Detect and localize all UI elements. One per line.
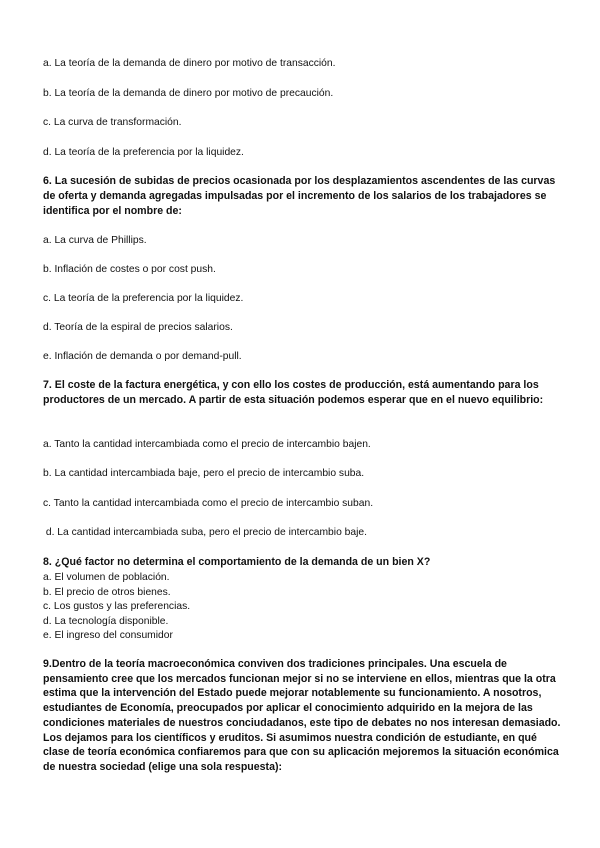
q6-option-c: c. La teoría de la preferencia por la liquidez. <box>43 293 244 304</box>
q7-option-d: d. La cantidad intercambiada suba, pero el precio de intercambio baje. <box>43 527 367 538</box>
option-b: b. La teoría de la demanda de dinero por motivo de precaución. <box>43 88 334 99</box>
question-8: 8. ¿Qué factor no determina el comportamiento de la demanda de un bien X? <box>43 556 431 568</box>
q8-options <box>43 571 190 644</box>
q7-option-c: c. Tanto la cantidad intercambiada como el precio de intercambio suban. <box>43 498 374 509</box>
question-9: 9.Dentro de la teoría macroeconómica conviven dos tradiciones principales. Una escuela de pensamiento cree que los mercados funcionan mejor si no se interviene en ellos, mientras que la otra estima que la intervención del Estado puede mejorar notablemente su funcionamiento. A nosotros, estudiantes de Economía, preocupados por aplicar el conocimiento adquirido en la mejora de las condiciones materiales de nuestros conciudadanos, este tipo de debates no nos interesan demasiado. Los dejamos para los científicos y eruditos. Si asumimos nuestra condición de estudiante, en qué clase de teoría económica confiaremos para que con su aplicación mejoremos la situación económica de nuestra sociedad (elige una sola respuesta): <box>43 658 561 773</box>
q8-option-d: d. La tecnología disponible. <box>43 615 169 627</box>
q8-option-c: c. Los gustos y las preferencias. <box>43 601 191 613</box>
q6-option-e: e. Inflación de demanda o por demand-pull. <box>43 351 242 362</box>
q8-option-a: a. El volumen de población. <box>43 572 170 583</box>
q8-option-b: b. El precio de otros bienes. <box>43 586 171 598</box>
option-d: d. La teoría de la preferencia por la liquidez. <box>43 147 244 158</box>
q6-option-b: b. Inflación de costes o por cost push. <box>43 264 216 275</box>
q8-option-e: e. El ingreso del consumidor <box>43 630 173 642</box>
q6-option-a: a. La curva de Phillips. <box>43 235 147 246</box>
option-a: a. La teoría de la demanda de dinero por motivo de transacción. <box>43 58 336 69</box>
question-6: 6. La sucesión de subidas de precios ocasionada por los desplazamientos ascendentes de las curvas de oferta y demanda agregadas impulsadas por el incremento de los salarios de los trabajadores se identifica por el nombre de: <box>43 175 556 217</box>
q7-option-a: a. Tanto la cantidad intercambiada como el precio de intercambio bajen. <box>43 439 371 450</box>
q7-option-b: b. La cantidad intercambiada baje, pero el precio de intercambio suba. <box>43 468 365 479</box>
q6-option-d: d. Teoría de la espiral de precios salarios. <box>43 322 233 333</box>
option-c: c. La curva de transformación. <box>43 117 182 128</box>
question-7: 7. El coste de la factura energética, y con ello los costes de producción, está aumentando para los productores de un mercado. A partir de esta situación podemos esperar que en el nuevo equilibrio: <box>43 379 544 406</box>
